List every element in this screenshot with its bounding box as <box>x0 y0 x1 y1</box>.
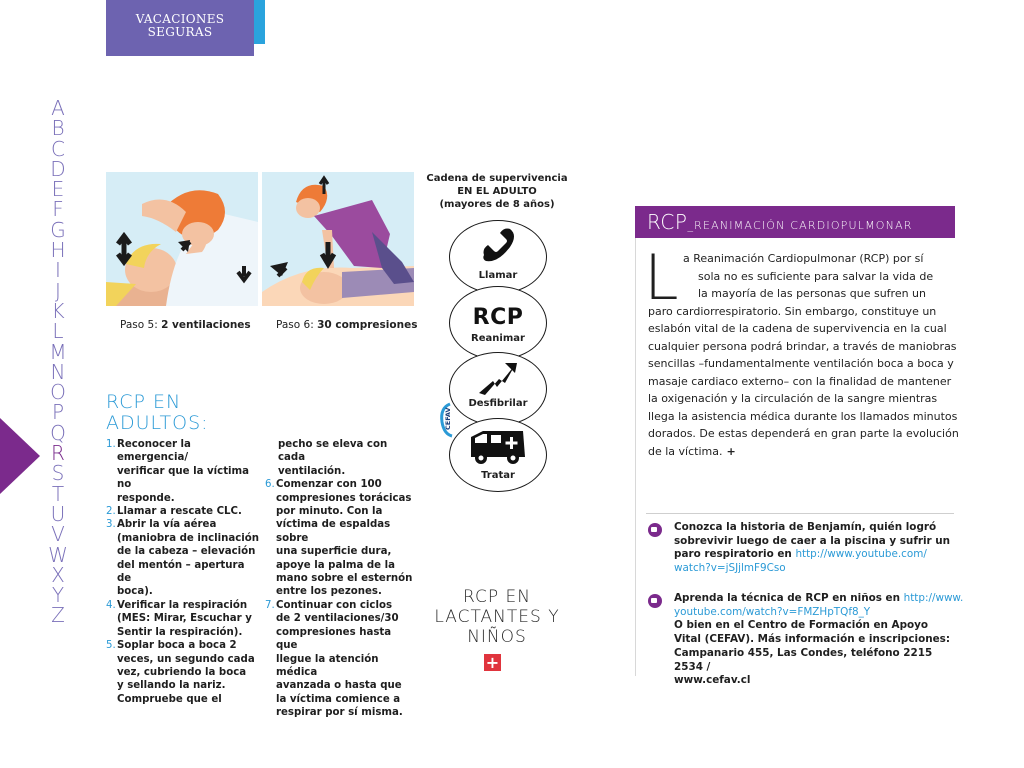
chain-step-cpr: RCP Reanimar <box>449 286 547 360</box>
rcp-adultos-heading: RCP EN ADULTOS: <box>106 391 209 434</box>
step-text-line: de la cabeza – elevación <box>117 546 256 558</box>
video-icon <box>648 594 662 608</box>
steps-column-right <box>265 438 415 720</box>
chain-step-call: Llamar <box>449 220 547 294</box>
alphabet-letter[interactable]: G <box>50 217 66 242</box>
step-text-line: avanzada o hasta que <box>276 680 402 692</box>
step-text-line: una superficie dura, <box>276 546 392 558</box>
step-text-line: Continuar con ciclos <box>276 599 393 611</box>
alphabet-letter[interactable]: L <box>52 319 64 344</box>
alphabet-letter[interactable]: Z <box>51 603 65 628</box>
alphabet-letter[interactable]: X <box>51 562 65 587</box>
alphabet-letter[interactable]: A <box>51 96 65 120</box>
paragraph-line: masaje cardiaco externo– con la finalidad de mantener <box>648 374 952 388</box>
paragraph-line: de la víctima. + <box>648 444 736 458</box>
header-accent-bar <box>254 0 265 44</box>
step-text-line: la víctima comience a <box>276 693 401 705</box>
step-text-line: Abrir la vía aérea <box>117 519 217 531</box>
cpr-step <box>106 518 261 598</box>
step-text-line: (MES: Mirar, Escuchar y <box>117 613 252 625</box>
alphabet-letter[interactable]: Y <box>51 583 65 608</box>
step-text-line: vez, cubriendo la boca <box>117 666 247 678</box>
step-text-line: y sellando la nariz. <box>117 680 226 692</box>
step-text-line: Sentir la respiración). <box>117 626 243 638</box>
step-text-line: llegue la atención médica <box>276 653 379 678</box>
cpr-step <box>106 639 261 706</box>
alphabet-letter[interactable]: O <box>50 380 66 405</box>
video-icon <box>648 523 662 537</box>
paragraph-line: eslabón vital de la cadena de supervivencia en la cual <box>648 322 947 335</box>
step-text-line: del mentón – apertura de <box>117 559 245 585</box>
cpr-step <box>106 438 261 505</box>
more-plus-icon: + <box>485 653 500 672</box>
column-rule <box>635 238 636 676</box>
cpr-step <box>106 505 261 518</box>
alphabet-letter[interactable]: J <box>55 278 61 303</box>
alphabet-letter[interactable]: F <box>52 197 64 222</box>
step-text-line: veces, un segundo cada <box>117 653 255 665</box>
step-number: 2. <box>106 506 116 518</box>
step-text-line: Llamar a rescate CLC. <box>117 506 242 518</box>
step-text-line: Comenzar con 100 <box>276 479 382 491</box>
alphabet-letter[interactable]: N <box>50 359 66 384</box>
step-text-line: por minuto. Con la <box>276 506 383 518</box>
youtube-link-2-cont[interactable]: youtube.com/watch?v=FMZHpTQf8_Y <box>674 605 871 618</box>
rcp-section-banner: RCP_REANIMACIÓN CARDIOPULMONAR <box>635 206 955 238</box>
chain-step-treat: Tratar <box>449 418 547 492</box>
end-plus-icon: + <box>726 444 736 458</box>
section-tab-line2: SEGURAS <box>147 25 213 39</box>
paragraph-line: paro cardiorrespiratorio. Sin embargo, constituye un <box>648 304 937 318</box>
paragraph-line: sola no es suficiente para salvar la vida de <box>698 269 934 283</box>
illustration-compressions <box>262 172 414 306</box>
section-divider <box>646 513 954 514</box>
step-text-line: mano sobre el esternón <box>276 573 413 585</box>
ambulance-icon <box>467 427 529 467</box>
step-text-line: verificar que la víctima no <box>117 465 250 491</box>
step-text-line: boca). <box>117 586 153 598</box>
step-text-line: Verificar la respiración <box>117 599 248 611</box>
step-number: 1. <box>106 439 116 450</box>
paragraph-line: la oxigenación y la circulación de la sangre mientras <box>648 392 938 405</box>
paragraph-line: a Reanimación Cardiopulmonar (RCP) por sí <box>683 252 924 265</box>
step-text-line: compresiones torácicas <box>276 492 412 504</box>
step-text-line: responde. <box>117 492 175 504</box>
cefav-website[interactable]: www.cefav.cl <box>674 674 751 687</box>
chain-of-survival-title: Cadena de supervivencia EN EL ADULTO (mayores de 8 años) <box>426 173 568 210</box>
step-number: 6. <box>265 479 275 491</box>
step-text-line: (maniobra de inclinación <box>117 532 260 544</box>
paragraph-line: la mayoría de las personas que sufren un <box>698 287 927 300</box>
cpr-step <box>106 599 261 639</box>
alphabet-letter[interactable]: H <box>50 238 66 263</box>
alphabet-index <box>44 98 72 626</box>
alphabet-letter[interactable]: I <box>55 258 61 283</box>
cpr-step <box>265 478 415 599</box>
step-text-line: ventilación. <box>278 465 346 477</box>
alphabet-letter[interactable]: S <box>51 461 65 486</box>
cpr-step <box>265 599 415 720</box>
cefav-logo <box>438 400 456 440</box>
step-text-line: respirar por sí misma. <box>276 707 403 719</box>
step-text-line: Compruebe que el <box>117 693 222 705</box>
alphabet-letter[interactable]: P <box>51 400 65 425</box>
step-number: 3. <box>106 519 116 531</box>
step-text-line: apoye la palma de la <box>276 559 395 571</box>
steps-column-left <box>106 438 261 706</box>
step-text-line: Reconocer la emergencia/ <box>117 439 191 464</box>
alphabet-letter[interactable]: U <box>50 501 66 526</box>
step-number: 7. <box>265 599 275 611</box>
section-tab-line1: VACACIONES <box>135 12 225 26</box>
alphabet-letter[interactable]: R <box>51 441 65 466</box>
alphabet-letter[interactable]: C <box>51 136 65 161</box>
illustration-ventilation <box>106 172 258 306</box>
caption-step-6: Paso 6: 30 compresiones <box>276 319 418 331</box>
alphabet-pointer <box>0 418 40 494</box>
alphabet-letter[interactable]: T <box>51 481 65 506</box>
step-text-line: Soplar boca a boca 2 <box>117 640 237 652</box>
step-text-line: entre los pezones. <box>276 586 382 598</box>
lightning-icon <box>475 359 521 399</box>
paragraph-line: cualquier persona podrá brindar, a través de maniobras <box>648 339 957 353</box>
youtube-link-2[interactable]: http://www. <box>903 592 964 604</box>
alphabet-letter[interactable]: E <box>51 177 65 202</box>
alphabet-letter[interactable]: W <box>48 542 68 567</box>
rcp-text: RCP <box>472 305 524 330</box>
alphabet-letter[interactable]: V <box>51 522 65 547</box>
section-tab <box>106 0 254 56</box>
paragraph-line: llega la asistencia médica durante los llamados minutos <box>648 409 958 423</box>
youtube-link-1[interactable]: http://www.youtube.com/ <box>795 548 927 561</box>
alphabet-letter[interactable]: D <box>50 156 66 181</box>
step-number: 4. <box>106 599 116 611</box>
step-text-line: víctima de espaldas sobre <box>276 519 391 544</box>
caption-step-5: Paso 5: 2 ventilaciones <box>120 319 251 331</box>
step-text-line: pecho se eleva con cada <box>278 439 388 464</box>
step-number: 5. <box>106 640 116 652</box>
paragraph-line: sencillas –fundamentalmente ventilación boca a boca y <box>648 357 954 370</box>
svg-text:CEFAV: CEFAV <box>444 407 452 430</box>
step-text-line: compresiones hasta que <box>276 626 392 652</box>
phone-icon <box>476 225 520 269</box>
alphabet-letter[interactable]: K <box>51 298 65 323</box>
drop-cap: L <box>644 241 679 314</box>
chain-step-defibrillate: Desfibrilar <box>449 352 547 426</box>
alphabet-letter[interactable]: Q <box>50 420 66 445</box>
alphabet-letter[interactable]: M <box>49 339 67 364</box>
alphabet-letter[interactable]: B <box>51 116 65 141</box>
rcp-lactantes-heading: RCP EN LACTANTES Y NIÑOS <box>434 587 560 647</box>
step-text-line: de 2 ventilaciones/30 <box>276 613 399 625</box>
youtube-link-1-cont[interactable]: watch?v=jSJjlmF9Cso <box>674 562 786 575</box>
paragraph-line: dorados. De estas dependerá en gran parte la evolución <box>648 427 959 440</box>
